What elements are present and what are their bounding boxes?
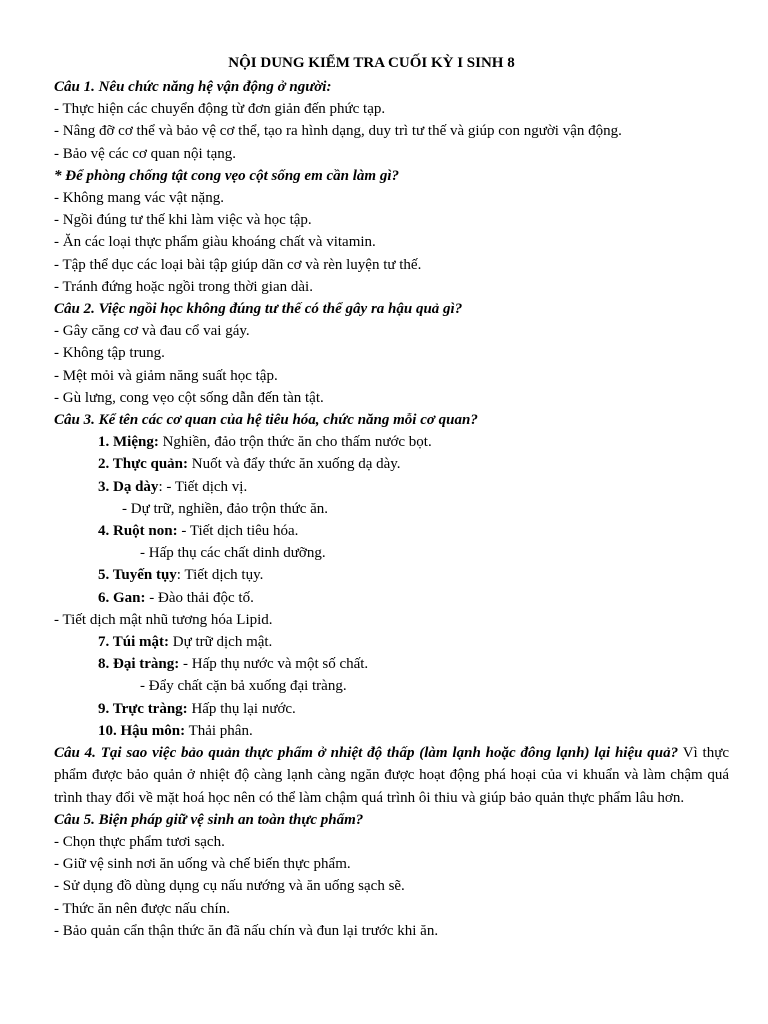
organ-subitem: - Đẩy chất cặn bả xuống đại tràng.	[140, 678, 347, 695]
organ-name: 9. Trực tràng:	[98, 700, 188, 717]
q1-answer: - Bảo vệ các cơ quan nội tạng.	[54, 145, 237, 162]
organ-item	[54, 453, 729, 475]
organ-desc: - Tiết dịch tiêu hóa.	[177, 523, 299, 540]
organ-name: 1. Miệng:	[98, 434, 159, 451]
q2-answer: - Gây căng cơ và đau cổ vai gáy.	[54, 323, 250, 340]
q1-sub-answer: - Tập thể dục các loại bài tập giúp dãn cơ và rèn luyện tư thế.	[54, 256, 422, 273]
q5-answer: - Sử dụng đồ dùng dụng cụ nấu nướng và ăn uống sạch sẽ.	[54, 878, 405, 895]
q5-answer: - Thức ăn nên được nấu chín.	[54, 900, 230, 917]
document-page	[54, 52, 729, 942]
organ-item	[54, 631, 729, 653]
organ-item	[54, 564, 729, 586]
q5-answer: - Giữ vệ sinh nơi ăn uống và chế biến thực phẩm.	[54, 856, 351, 873]
organ-desc: Nuốt và đẩy thức ăn xuống dạ dày.	[188, 456, 401, 473]
q1-answer: - Nâng đỡ cơ thể và bảo vệ cơ thể, tạo ra hình dạng, duy trì tư thế và giúp con người vận động.	[54, 123, 622, 140]
organ-item	[54, 520, 729, 542]
question-4: Câu 4. Tại sao việc bảo quản thực phẩm ở nhiệt độ thấp (làm lạnh hoặc đông lạnh) lại hiệu quả?	[54, 745, 679, 762]
question-4-paragraph	[54, 742, 729, 809]
q5-answer: - Bảo quản cẩn thận thức ăn đã nấu chín và đun lại trước khi ăn.	[54, 922, 439, 939]
organ-desc: : - Tiết dịch vị.	[158, 478, 248, 495]
organ-desc: Hấp thụ lại nước.	[187, 700, 296, 717]
q2-answer: - Mệt mỏi và giảm năng suất học tập.	[54, 367, 278, 384]
organ-subitem: - Hấp thụ các chất dinh dưỡng.	[140, 545, 326, 562]
organ-item	[54, 720, 729, 742]
organ-subitem: - Dự trữ, nghiền, đảo trộn thức ăn.	[122, 500, 329, 517]
q2-answer: - Không tập trung.	[54, 345, 165, 362]
organ-name: 4. Ruột non:	[98, 523, 178, 540]
q1-sub-answer: - Ngồi đúng tư thế khi làm việc và học tập.	[54, 212, 312, 229]
organ-desc: - Hấp thụ nước và một số chất.	[179, 656, 369, 673]
document-title: NỘI DUNG KIỂM TRA CUỐI KỲ I SINH 8	[228, 55, 515, 71]
question-5: Câu 5. Biện pháp giữ vệ sinh an toàn thực phẩm?	[54, 811, 364, 828]
question-2: Câu 2. Việc ngồi học không đúng tư thế có thể gây ra hậu quả gì?	[54, 301, 463, 318]
organ-desc: Nghiền, đảo trộn thức ăn cho thấm nước bọt.	[158, 434, 432, 451]
organ-item	[54, 587, 729, 609]
organ-item	[54, 698, 729, 720]
question-1: Câu 1. Nêu chức năng hệ vận động ở người:	[54, 79, 332, 95]
question-3: Câu 3. Kể tên các cơ quan của hệ tiêu hóa, chức năng mỗi cơ quan?	[54, 412, 478, 429]
q2-answer: - Gù lưng, cong vẹo cột sống dẫn đến tàn tật.	[54, 389, 324, 406]
q1-answer: - Thực hiện các chuyển động từ đơn giản đến phức tạp.	[54, 101, 386, 118]
organ-item	[54, 476, 729, 498]
organ-desc: Dự trữ dịch mật.	[168, 634, 273, 651]
q4-answer: Vì thực phẩm được bảo quản ở nhiệt độ càng lạnh càng ngăn được hoạt động phá hoại của vi khuẩn và làm chậm quá trình thay đổi về mặt hoá học nên có thể làm chậm quá trình ôi thiu và giúp bảo quản thực phẩm lâu hơn.	[54, 745, 729, 806]
organ-desc: - Đào thải độc tố.	[145, 589, 254, 606]
organ-desc: Thải phân.	[185, 722, 253, 739]
q5-answer: - Chọn thực phẩm tươi sạch.	[54, 833, 225, 850]
organ-name: 6. Gan:	[98, 589, 146, 606]
organ-name: 7. Túi mật:	[98, 634, 169, 651]
organ-name: 10. Hậu môn:	[98, 722, 186, 739]
organ-desc: : Tiết dịch tụy.	[176, 567, 264, 584]
organ-name: 5. Tuyến tụy	[98, 567, 177, 584]
organ-name: 3. Dạ dày	[98, 478, 159, 495]
q1-sub-answer: - Tránh đứng hoặc ngồi trong thời gian dài.	[54, 278, 313, 295]
organ-subitem: - Tiết dịch mật nhũ tương hóa Lipid.	[54, 611, 273, 628]
question-1-sub: * Để phòng chống tật cong vẹo cột sống em cần làm gì?	[54, 167, 399, 184]
organ-item	[54, 653, 729, 675]
organ-name: 8. Đại tràng:	[98, 656, 180, 673]
q1-sub-answer: - Ăn các loại thực phẩm giàu khoáng chất và vitamin.	[54, 234, 376, 251]
q1-sub-answer: - Không mang vác vật nặng.	[54, 190, 224, 207]
organ-name: 2. Thực quản:	[98, 456, 189, 473]
organ-item	[54, 431, 729, 453]
